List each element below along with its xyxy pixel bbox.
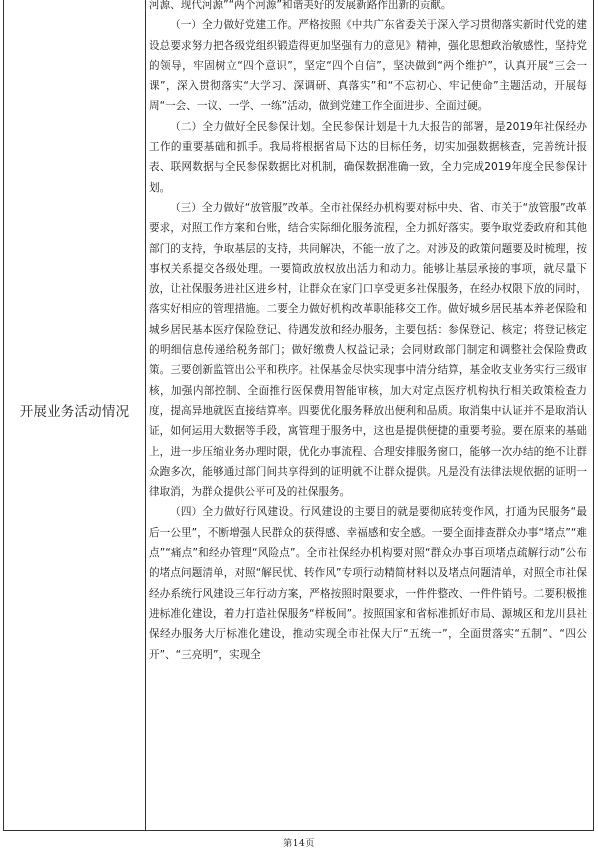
row-content-cell [146,0,593,830]
paragraph-party-building: （一）全力做好党建工作。严格按照《中共广东省委关于深入学习贯彻落实新时代党的建设总要求努力把各级党组织锻造得更加坚强有力的意见》精神，强化思想政治敏感性，坚持党的领导，牢固树立“四个意识”，坚定“四个自信”，坚决做到“两个维护”，认真开展“三会一课”，深入贯彻落实“大学习、深调研、真落实”和“不忘初心、牢记使命”主题活动，开展每周“一会、一议、一学、一练”活动，做到党建工作全面进步、全面过硬。 [149,19,587,113]
paragraph-universal-insurance: （二）全力做好全民参保计划。全民参保计划是十九大报告的部署，是2019年社保经办工作的重要基础和抓手。我局将根据省局下达的目标任务，切实加强数据核查，完善统计报表、联网数据与全民参保数据比对机制，确保数据准确一致，全力完成2019年度全民参保计划。 [149,120,587,194]
row-label: 开展业务活动情况 [19,403,130,420]
continuation-paragraph: 河源、现代河源”“两个河源”和谐美好的发展新路作出新的贡献。 [149,0,452,11]
page-number: 第14页 [283,839,315,849]
paragraph-reform: （三）全力做好“放管服”改革。全市社保经办机构要对标中央、省、市关于“放管服”改革要求，对照工作方案和台账，结合实际细化服务流程，全力抓好落实。要争取党委政府和其他部门的支持，争取基层的支持，共同解决，不能一放了之。对涉及的政策问题要及时梳理，按事权关系提交各级处理。一要简政放权放出活力和动力。能够让基层承接的事项，就尽量下放，让社保服务进社区进乡村，让群众在家门口享受更多社保服务，在经办权限下放的同时，落实好相应的管理措施。二要全力做好机构改革职能移交工作。做好城乡居民基本养老保险和城乡居民基本医疗保险登记、待遇发放和经办服务，主要包括：参保登记、核定；将登记核定的明细信息传递给税务部门；做好缴费人权益记录；会同财政部门制定和调整社会保险费政策。三要创新监管出公平和秩序。社保基金尽快实现事中清分结算，基金收支业务实行三级审核，加强内部控制、全面推行医保费用智能审核，加大对定点医疗机构执行相关政策检查力度，提高异地就医直接结算率。四要优化服务释放出便利和品质。取消集中认证并不是取消认证，如何运用大数据等手段，寓管理于服务中，这也是提供便捷的重要考验。要在原来的基础上，进一步压缩业务办理时限，优化办事流程、合理安排服务窗口，能够一次办结的绝不让群众跑多次，能够通过部门间共享得到的证明就不让群众提供。凡是没有法律法规依据的证明一律取消，为群众提供公平可及的社保服务。 [149,201,587,499]
report-table [3,0,594,831]
row-label-cell [4,0,146,830]
paragraph-conduct-building: （四）全力做好行风建设。行风建设的主要目的就是要彻底转变作风，打通为民服务“最后一公里”，不断增强人民群众的获得感、幸福感和安全感。一要全面排查群众办事“堵点”“难点”“痛点”和经办管理“风险点”。全市社保经办机构要对照“群众办事百项堵点疏解行动”公布的堵点问题清单，对照“解民忧、转作风”专项行动精简材料以及堵点问题清单，对照全市社保经办系统行风建设三年行动方案，严格按照时限要求，一件件整改、一件件销号。二要积极推进标准化建设，着力打造社保服务“样板间”。按照国家和省标准抓好市局、源城区和龙川县社保经办服务大厅标准化建设，推动实现全市社保大厅“五统一”，全面贯落实“五制”、“四公开”、“三亮明”，实现全 [149,506,587,661]
